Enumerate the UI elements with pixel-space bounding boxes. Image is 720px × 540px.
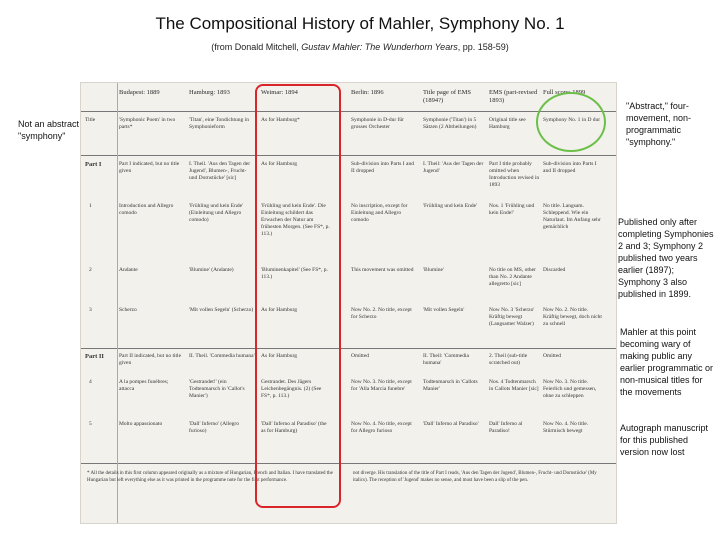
table-cell: As for Hamburg (261, 307, 297, 313)
row-label-title: Title (85, 117, 96, 123)
table-cell: Now No. 4. No title. Stürmisch bewegt (543, 421, 589, 434)
table-cell: 'Dall' Inferno al Paradiso' (423, 421, 479, 427)
table-cell: 'Mit vollen Segeln' (423, 307, 465, 313)
table-cell: 'Symphonic Poem' in two parts* (119, 117, 176, 130)
table-cell: Nos. 1 'Frühling und kein Ende!' (489, 203, 535, 216)
table-cell: 'Frühling und kein Ende'. Die Einleitung schildert das Erwachen der Natur am frühesten Morgen. (See FS*, p. 113.) (261, 203, 330, 237)
subtitle-prefix: (from Donald Mitchell, (211, 42, 302, 52)
table-cell: Now No. 3. No title, except for 'Alla Marcia funebre' (351, 379, 412, 392)
column-header-title-page: Title page of EMS (1894?) (423, 89, 471, 104)
table-rule (81, 348, 616, 349)
table-rule (81, 111, 616, 112)
full-score-title-highlight (536, 92, 606, 152)
table-cell: 'Blumine' (423, 267, 444, 273)
note-published-after: Published only after completing Symphonies 2 and 3; Symphony 2 published two years earlier (1897); Symphony 3 also published in 1899. (618, 217, 714, 299)
table-cell: Omitted (351, 353, 370, 359)
slide-subtitle (0, 42, 720, 52)
table-cell: II. Theil: 'Commedia humana' (423, 353, 469, 366)
table-cell: Molto appassionato (119, 421, 163, 427)
row-label-part-2: Part II (85, 353, 104, 360)
table-cell: No title on MS, other than No. 2 Andante allegretto [sic] (489, 267, 536, 287)
row-label-movement-2: 2 (89, 267, 92, 273)
table-cell: Now No. 2. No title. Kräftig bewegt, doch nicht zu schnell (543, 307, 602, 327)
table-cell: Now No. 2. No title, except for Scherzo (351, 307, 412, 320)
table-rule (81, 463, 616, 464)
subtitle-book-title: Gustav Mahler: The Wunderhorn Years (301, 42, 458, 52)
table-cell: Introduction and Allegro comodo (119, 203, 174, 216)
table-cell: Original title see Hamburg (489, 117, 526, 130)
table-cell: Part I title probably omitted when Introduction revised in 1893 (489, 161, 540, 188)
table-rule (81, 155, 616, 156)
footnote-right: not diverge. His translation of the title of Part I reads, 'Aus den Tagen der Jugend', Blumen-, Frucht- und Dornstücke' (My italics). The reception of 'Jugend' makes no sense, and must have been a slip of the pen. (353, 471, 597, 483)
table-cell: No inscription, except for Einleitung and Allegro comodo (351, 203, 408, 223)
note-autograph-lost: Autograph manuscript for this published version now lost (620, 423, 709, 457)
table-cell: Sub-division into Parts I and II dropped (351, 161, 414, 174)
table-cell: Dall' Inferno al Paradiso! (489, 421, 523, 434)
table-cell: 'Blumine' (Andante) (189, 267, 234, 273)
table-cell: I. Theil. 'Aus den Tagen der Jugend', Blumen-, Frucht- und Dornstücke' [sic] (189, 161, 251, 181)
table-cell: 'Mit vollen Segeln' (Scherzo) (189, 307, 254, 313)
table-cell: Part II indicated, but no title given (119, 353, 182, 366)
row-label-movement-3: 3 (89, 307, 92, 313)
table-cell: As for Hamburg (261, 353, 297, 359)
table-cell: No title. Langsam. Schleppend. Wie ein Naturlaut. Im Anfang sehr gemächlich (543, 203, 601, 230)
table-cell: A la pompes funèbres; attacca (119, 379, 169, 392)
table-cell: Todtenmarsch in 'Callots Manier' (423, 379, 478, 392)
table-cell: Nos. 4 Todtenmarsch in Callots Manier [sic] (489, 379, 539, 392)
column-header-full-score: Full score: 1899 (543, 89, 586, 96)
table-cell: 'Dall' Inferno' (Allegro furioso) (189, 421, 240, 434)
row-label-movement-4: 4 (89, 379, 92, 385)
footnote-left: * All the details in this first column appeared originally as a mixture of Hungarian, French and Italian. I have translated the Hungarian but left everything else as it was printed in the programme note for the first performance. (87, 471, 333, 483)
table-cell: I. Theil: 'Aus der Tagen der Jugend' (423, 161, 484, 174)
note-mahler-wary: Mahler at this point becoming wary of making public any earlier programmatic or non-musical titles for the movements (620, 327, 714, 397)
scanned-table-image (80, 82, 617, 524)
table-cell: This movement was omitted (351, 267, 414, 273)
row-label-part-1: Part I (85, 161, 102, 168)
weimar-column-highlight (255, 84, 341, 508)
slide-title: The Compositional History of Mahler, Symphony No. 1 (155, 14, 565, 33)
table-cell: 'Titan', eine Tondichtung in Symphonieform (189, 117, 249, 130)
column-header-weimar: Weimar: 1894 (261, 89, 298, 96)
column-header-berlin: Berlin: 1896 (351, 89, 384, 96)
column-header-hamburg: Hamburg: 1893 (189, 89, 230, 96)
table-cell: 'Gestrandet!' (ein Todtenmarsch in 'Callot's Manier') (189, 379, 245, 399)
table-cell: 'Bluminenkapitel' (See FS*, p. 113.) (261, 267, 328, 280)
table-cell: Symphony No. 1 in D dur (543, 117, 601, 123)
table-cell: Symphonie ('Titan') in 5 Sätzen (2 Abtheilungen) (423, 117, 477, 130)
table-cell: Now No. 4. No title, except for Allegro furioso (351, 421, 412, 434)
table-column-rule (117, 83, 118, 523)
column-header-budapest: Budapest: 1889 (119, 89, 160, 96)
table-cell: Andante (119, 267, 138, 273)
subtitle-suffix: , pp. 158-59) (457, 42, 509, 52)
table-cell: Discarded (543, 267, 566, 273)
table-cell: Now No. 3 'Scherzo' Kräftig bewegt (Langsamer Walzer) (489, 307, 535, 327)
table-cell: Scherzo (119, 307, 137, 313)
table-cell: Sub-division into Parts I and II dropped (543, 161, 597, 174)
table-cell: Gestrandet. Des Jägers Leichenbegängnis. (2) (See FS*, p. 113.) (261, 379, 322, 399)
note-not-abstract: Not an abstract "symphony" (18, 119, 80, 141)
table-cell: 'Frühling und kein Ende' (Einleitung und Allegro comodo) (189, 203, 244, 223)
table-cell: As for Hamburg* (261, 117, 300, 123)
table-cell: Now No. 3. No title. Feierlich und gemessen, ohne zu schleppen (543, 379, 597, 399)
table-cell: As for Hamburg (261, 161, 297, 167)
table-cell: 2. Theil (sub-title scratched out) (489, 353, 528, 366)
table-cell: Omitted (543, 353, 562, 359)
note-abstract-symphony: "Abstract," four-movement, non-programmatic "symphony." (626, 101, 692, 147)
table-cell: 'Dall' Inferno al Paradiso' (the as for Hamburg) (261, 421, 327, 434)
row-label-movement-1: 1 (89, 203, 92, 209)
table-cell: Symphonie in D-dur für grosses Orchester (351, 117, 405, 130)
column-header-ems: EMS (part-revised 1893) (489, 89, 538, 104)
table-cell: II. Theil. 'Commedia humana' (189, 353, 255, 359)
table-cell: Part I indicated, but no title given (119, 161, 180, 174)
row-label-movement-5: 5 (89, 421, 92, 427)
table-cell: 'Frühling und kein Ende' (423, 203, 478, 209)
